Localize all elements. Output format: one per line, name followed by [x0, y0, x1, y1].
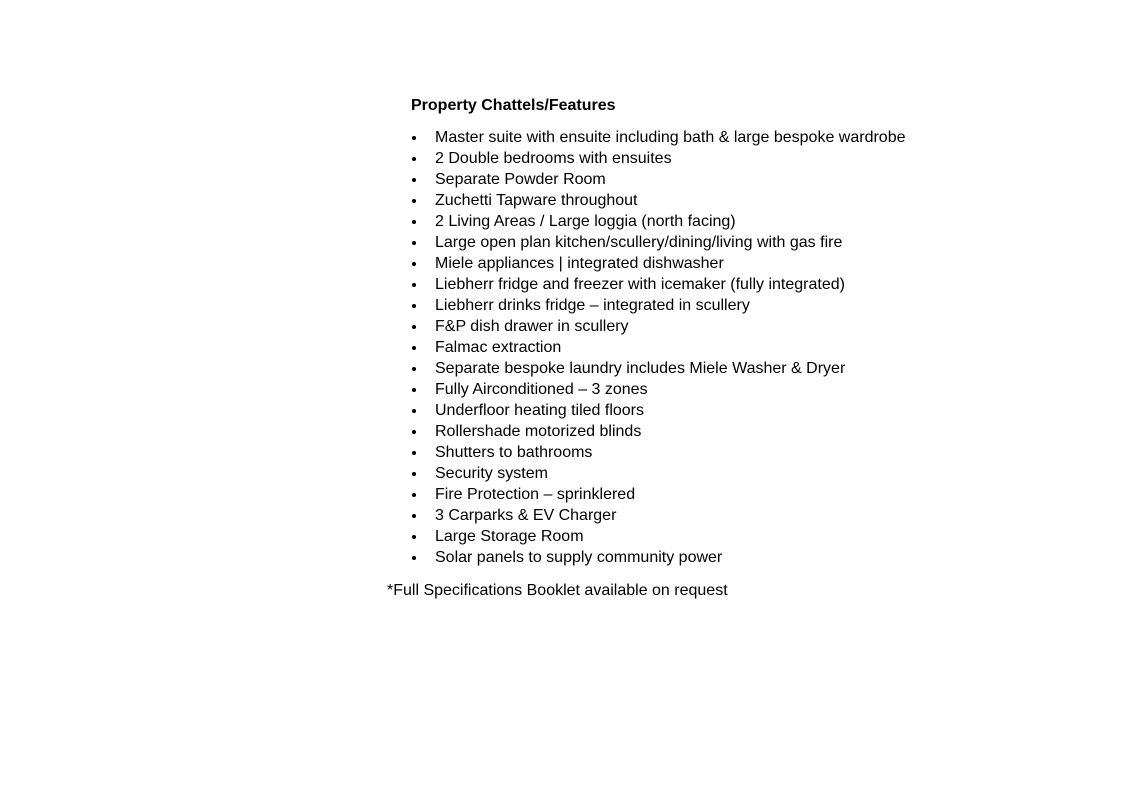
bullet-icon [411, 232, 421, 253]
feature-text: Liebherr drinks fridge – integrated in scullery [435, 297, 750, 314]
bullet-icon [411, 379, 421, 400]
bullet-icon [411, 337, 421, 358]
feature-item [408, 148, 906, 169]
feature-item [408, 253, 906, 274]
feature-item [408, 484, 906, 505]
feature-item [408, 295, 906, 316]
feature-text: Large Storage Room [435, 528, 584, 545]
feature-item [408, 379, 906, 400]
feature-text: F&P dish drawer in scullery [435, 318, 629, 335]
bullet-icon [411, 484, 421, 505]
feature-item [408, 316, 906, 337]
feature-text: Underfloor heating tiled floors [435, 402, 645, 419]
feature-item [408, 442, 906, 463]
feature-text: Miele appliances | integrated dishwasher [435, 255, 724, 272]
feature-text: Fire Protection – sprinklered [435, 486, 636, 503]
feature-text: Rollershade motorized blinds [435, 423, 642, 440]
feature-item [408, 211, 906, 232]
bullet-icon [411, 295, 421, 316]
feature-item [408, 505, 906, 526]
bullet-icon [411, 400, 421, 421]
feature-text: 2 Living Areas / Large loggia (north facing) [435, 213, 736, 230]
bullet-icon [411, 169, 421, 190]
bullet-icon [411, 211, 421, 232]
bullet-icon [411, 442, 421, 463]
feature-item [408, 127, 906, 148]
bullet-icon [411, 547, 421, 568]
feature-text: Fully Airconditioned – 3 zones [435, 381, 648, 398]
bullet-icon [411, 148, 421, 169]
section-heading: Property Chattels/Features [411, 97, 616, 114]
bullet-icon [411, 358, 421, 379]
bullet-icon [411, 421, 421, 442]
feature-item [408, 337, 906, 358]
bullet-icon [411, 190, 421, 211]
feature-item [408, 547, 906, 568]
feature-text: Liebherr fridge and freezer with icemaker (fully integrated) [435, 276, 845, 293]
feature-item [408, 421, 906, 442]
bullet-icon [411, 463, 421, 484]
feature-text: Large open plan kitchen/scullery/dining/living with gas fire [435, 234, 843, 251]
bullet-icon [411, 316, 421, 337]
feature-text: Zuchetti Tapware throughout [435, 192, 638, 209]
feature-text: Separate bespoke laundry includes Miele Washer & Dryer [435, 360, 846, 377]
feature-text: 2 Double bedrooms with ensuites [435, 150, 672, 167]
feature-item [408, 526, 906, 547]
bullet-icon [411, 253, 421, 274]
feature-text: Master suite with ensuite including bath & large bespoke wardrobe [435, 129, 906, 146]
bullet-icon [411, 127, 421, 148]
feature-item [408, 358, 906, 379]
feature-item [408, 232, 906, 253]
feature-item [408, 274, 906, 295]
feature-item [408, 169, 906, 190]
footnote: *Full Specifications Booklet available on request [387, 582, 728, 599]
features-list [408, 127, 906, 568]
feature-text: Security system [435, 465, 548, 482]
feature-text: Falmac extraction [435, 339, 562, 356]
feature-text: Shutters to bathrooms [435, 444, 593, 461]
bullet-icon [411, 526, 421, 547]
feature-text: Solar panels to supply community power [435, 549, 723, 566]
bullet-icon [411, 505, 421, 526]
feature-item [408, 463, 906, 484]
feature-text: Separate Powder Room [435, 171, 606, 188]
feature-item [408, 400, 906, 421]
feature-text: 3 Carparks & EV Charger [435, 507, 617, 524]
feature-item [408, 190, 906, 211]
bullet-icon [411, 274, 421, 295]
